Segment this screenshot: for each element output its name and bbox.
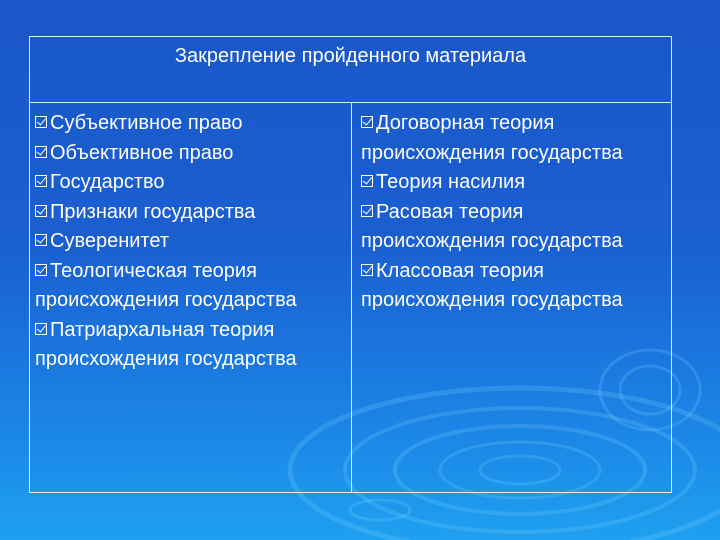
list-item: Суверенитет [35, 227, 347, 257]
list-item: Объективное право [35, 139, 347, 169]
right-column [361, 109, 666, 316]
checkbox-checked-icon [35, 146, 47, 158]
left-column [35, 109, 347, 375]
checkbox-checked-icon [35, 205, 47, 217]
table-header-row [30, 37, 671, 103]
checkbox-checked-icon [361, 175, 373, 187]
list-item: Теологическая теория происхождения государства [35, 259, 297, 311]
checkbox-checked-icon [35, 116, 47, 128]
slide-title: Закрепление пройденного материала [174, 45, 527, 67]
checkbox-checked-icon [35, 323, 47, 335]
list-item: Классовая теория происхождения государства [361, 259, 623, 311]
list-item: Теория насилия [361, 168, 666, 198]
checkbox-checked-icon [35, 234, 47, 246]
list-item: Признаки государства [35, 198, 347, 228]
checkbox-checked-icon [35, 264, 47, 276]
list-item: Расовая теория происхождения государства [361, 200, 623, 252]
list-item: Субъективное право [35, 109, 347, 139]
checkbox-checked-icon [35, 175, 47, 187]
content-table [29, 36, 672, 493]
checkbox-checked-icon [361, 264, 373, 276]
checkbox-checked-icon [361, 205, 373, 217]
list-item: Патриархальная теория происхождения государства [35, 318, 297, 370]
list-item: Договорная теория происхождения государства [361, 112, 623, 164]
list-item: Государство [35, 168, 347, 198]
column-divider [351, 103, 352, 493]
checkbox-checked-icon [361, 116, 373, 128]
